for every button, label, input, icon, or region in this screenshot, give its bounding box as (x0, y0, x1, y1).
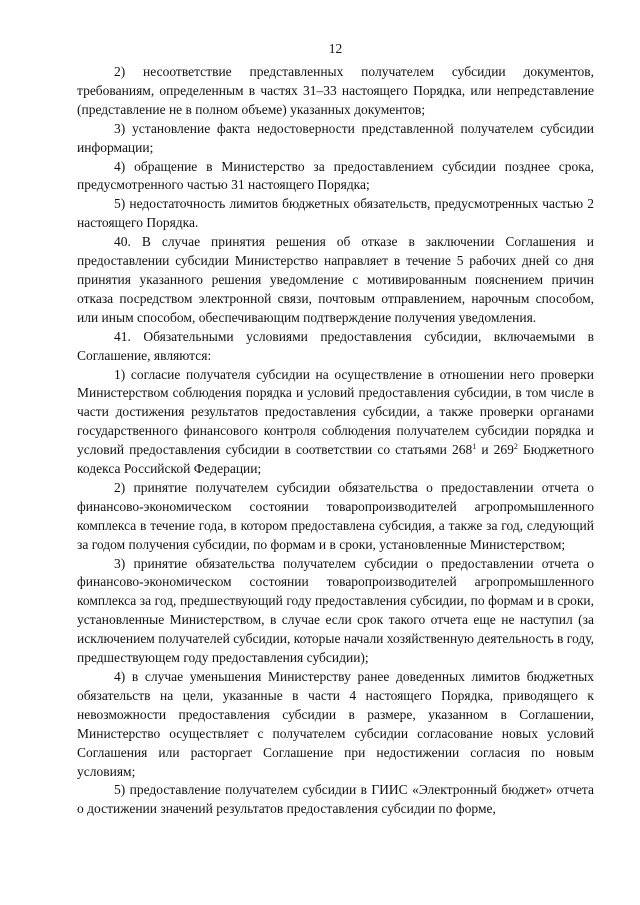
paragraph-condition-1 (77, 366, 594, 479)
condition-1-text-middle: и 269 (476, 442, 514, 458)
paragraph-item-2-refusal-grounds: 2) несоответствие представленных получателем субсидии документов, требованиям, определенным в частях 31–33 настоящего Порядка, или непредставление (представление не в полном объеме) указанных документов; (77, 64, 594, 117)
paragraph-condition-4: 4) в случае уменьшения Министерству ранее доведенных лимитов бюджетных обязательств на цели, указанные в части 4 настоящего Порядка, приводящего к невозможности предоставления субсидии в размере, указанном в Соглашении, Министерство осуществляет с получателем субсидии согласование новых условий Соглашения или расторгает Соглашение при недостижении согласия по новым условиям; (77, 669, 594, 779)
document-body (77, 63, 594, 819)
paragraph-item-5-refusal-grounds: 5) недостаточность лимитов бюджетных обязательств, предусмотренных частью 2 настоящего Порядка. (77, 196, 594, 231)
paragraph-section-41: 41. Обязательными условиями предоставления субсидии, включаемыми в Соглашение, являются: (77, 328, 594, 363)
superscript-2: 2 (513, 442, 518, 452)
condition-1-text-before: 1) согласие получателя субсидии на осуществление в отношении него проверки Министерством соблюдения порядка и условий предоставления субсидии, в том числе в части достижения результатов предоставления субсидии, а также проверки органами государственного финансового контроля соблюдения получателем субсидии порядка и условий предоставления субсидии в соответствии со статьями 268 (77, 366, 594, 458)
page-number: 12 (328, 41, 343, 56)
condition-1-text-after: Бюджетного кодекса Российской Федерации; (77, 442, 594, 477)
paragraph-condition-3: 3) принятие обязательства получателем субсидии о предоставлении отчета о финансово-экономическом состоянии товаропроизводителей агропромышленного комплекса за год, предшествующий году предоставления субсидии, по формам и в сроки, установленные Министерством, в случае если срок такого отчета еще не наступил (за исключением получателей субсидии, которые начали хозяйственную деятельность в году, предшествующем году предоставления субсидии); (77, 555, 594, 666)
paragraph-item-3-refusal-grounds: 3) установление факта недостоверности представленной получателем субсидии информации; (77, 120, 594, 155)
paragraph-condition-2: 2) принятие получателем субсидии обязательства о предоставлении отчета о финансово-экономическом состоянии товаропроизводителей агропромышленного комплекса в течение года, в котором предоставлена субсидия, а также за год, следующий за годом получения субсидии, по формам и в сроки, установленные Министерством; (77, 479, 594, 552)
superscript-1: 1 (472, 442, 477, 452)
paragraph-section-40: 40. В случае принятия решения об отказе в заключении Соглашения и предоставлении субсидии Министерство направляет в течение 5 рабочих дней со дня принятия указанного решения уведомление с мотивированным пояснением причин отказа посредством электронной связи, почтовым отправлением, нарочным способом, или иным способом, обеспечивающим подтверждение получения уведомления. (77, 234, 594, 325)
paragraph-condition-5: 5) предоставление получателем субсидии в ГИИС «Электронный бюджет» отчета о достижении значений результатов предоставления субсидии по форме, (77, 782, 594, 817)
paragraph-item-4-refusal-grounds: 4) обращение в Министерство за предоставлением субсидии позднее срока, предусмотренного частью 31 настоящего Порядка; (77, 158, 594, 193)
